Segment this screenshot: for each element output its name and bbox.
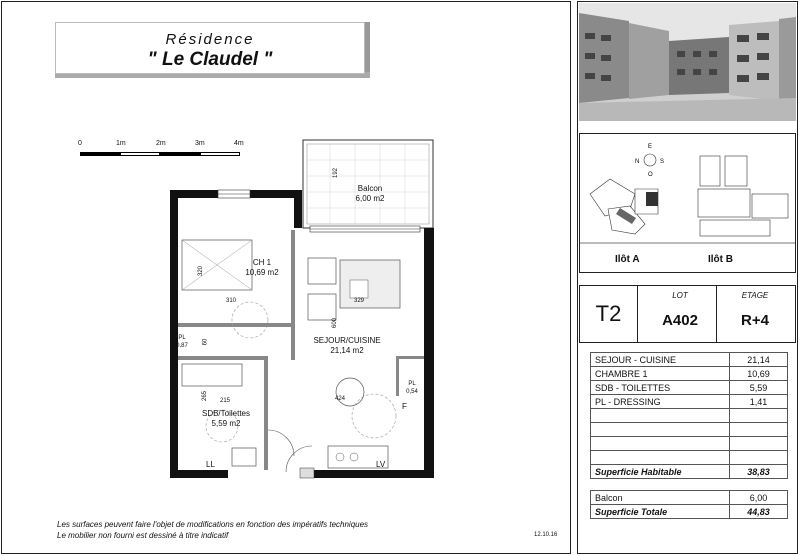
site-plan [579,133,796,273]
placard-1-label: PL 0,87 [176,335,188,349]
scale-label-2m: 2m [156,140,166,147]
dim-310: 310 [226,298,237,304]
balcon-surface-label: Balcon [591,491,730,505]
empty-row [591,451,788,465]
table-row [591,367,788,381]
residence-label: Résidence [165,31,255,48]
dim-265: 265 [202,390,209,402]
scale-label-1m: 1m [116,140,126,147]
footer-note-2: Le mobilier non fourni est dessiné à titre indicatif [57,531,229,540]
surfaces-table [590,352,788,519]
surface-label: PL - DRESSING [591,395,730,409]
scale-segment [80,152,120,156]
compass-n: N [635,159,640,165]
residence-title-box [55,22,365,74]
residence-name: " Le Claudel " [147,49,273,70]
dim-600: 600 [332,317,339,329]
total-row [591,505,788,519]
empty-row [591,437,788,451]
surface-value: 21,14 [730,353,788,367]
ll-label: LL [206,460,215,469]
lv-label: LV [376,460,386,469]
surface-label: SDB - TOILETTES [591,381,730,395]
dim-320: 320 [198,265,205,277]
compass-e: E [648,144,653,150]
scale-segment [120,152,160,156]
balcon-row [591,491,788,505]
surface-label: CHAMBRE 1 [591,367,730,381]
dim-192: 192 [333,167,340,179]
placard-2-label: PL 0,54 [406,381,418,395]
lot-header: LOT [672,291,688,300]
etage-header: ETAGE [741,291,769,300]
info-divider [716,286,717,342]
lot-value: A402 [662,312,698,329]
dim-60: 60 [202,338,209,346]
table-row [591,395,788,409]
dim-215: 215 [220,398,231,404]
ilot-a-label: Ilôt A [615,254,640,265]
etage-value: R+4 [741,312,769,329]
balcon-label: Balcon 6,00 m2 [355,184,385,203]
empty-row [591,409,788,423]
dim-424: 424 [335,396,346,402]
spacer-row [591,479,788,491]
scale-label-3m: 3m [195,140,205,147]
building-photo [579,3,796,121]
lot-info [579,285,796,343]
habitable-label: Superficie Habitable [591,465,730,479]
habitable-row [591,465,788,479]
ilot-b-label: Ilôt B [708,254,733,265]
dim-329: 329 [354,298,365,304]
compass-o: O [648,172,653,178]
table-row [591,353,788,367]
sejour-label: SEJOUR/CUISINE 21,14 m2 [313,336,381,355]
compass-s: S [660,159,665,165]
surface-value: 1,41 [730,395,788,409]
scale-label-0: 0 [78,140,82,147]
site-plan-drawing [580,134,795,272]
footer-note-1: Les surfaces peuvent faire l'objet de modifications en fonction des impératifs techniques [57,520,369,529]
total-label: Superficie Totale [591,505,730,519]
surface-value: 5,59 [730,381,788,395]
habitable-value: 38,83 [730,465,788,479]
table-row [591,381,788,395]
apartment-type: T2 [580,286,638,342]
surface-label: SEJOUR - CUISINE [591,353,730,367]
total-value: 44,83 [730,505,788,519]
scale-label-4m: 4m [234,140,244,147]
sdb-label: SDB/Toilettes 5,59 m2 [201,409,251,428]
empty-row [591,423,788,437]
surface-value: 10,69 [730,367,788,381]
balcon-surface-value: 6,00 [730,491,788,505]
chambre-label: CH 1 10,69 m2 [245,258,279,277]
plan-date: 12.10.16 [534,532,558,538]
f-label: F [402,402,407,411]
